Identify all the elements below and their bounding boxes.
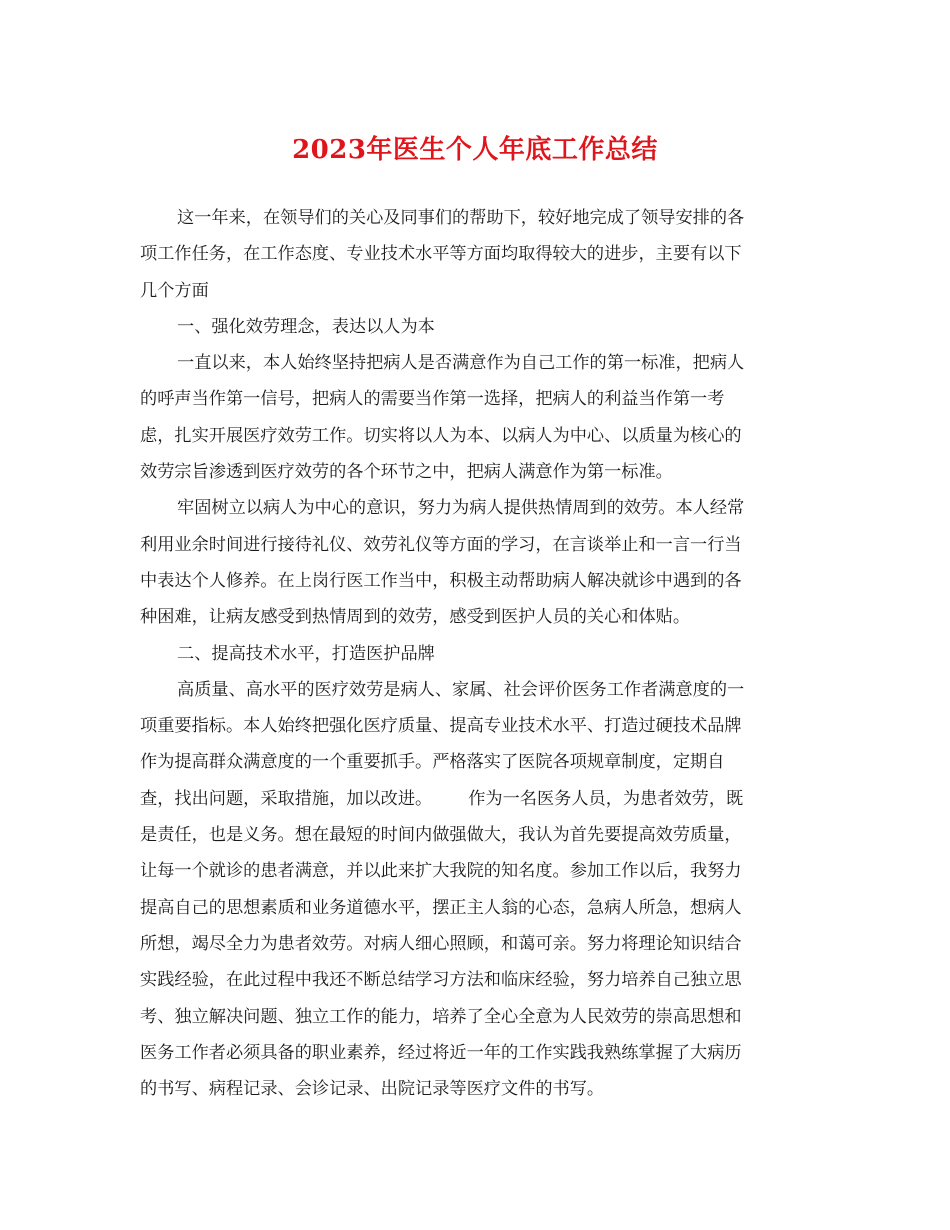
document-body [140,200,808,1107]
text-segment: 作为一名医务人员，为患者效劳，既 [468,788,744,809]
text-line: 项重要指标。本人始终把强化医疗质量、提高专业技术水平、打造过硬技术品牌 [140,716,742,737]
text-line: 利用业余时间进行接待礼仪、效劳礼仪等方面的学习，在言谈举止和一言一行当 [140,534,742,555]
text-line: 所想，竭尽全力为患者效劳。对病人细心照顾，和蔼可亲。努力将理论知识结合 [140,933,742,954]
text-segment: 查，找出问题，采取措施，加以改进。 [140,788,433,809]
section-heading: 二、提高技术水平，打造医护品牌 [177,643,435,664]
text-line: 几个方面 [140,280,209,301]
text-line: 一直以来，本人始终坚持把病人是否满意作为自己工作的第一标准，把病人 [177,353,745,374]
text-line: 医务工作者必须具备的职业素养，经过将近一年的工作实践我熟练掌握了大病历 [140,1042,742,1063]
text-line: 考、独立解决问题、独立工作的能力，培养了全心全意为人民效劳的崇高思想和 [140,1006,742,1027]
document-title: 2023年医生个人年底工作总结 [292,135,658,165]
text-line: 高质量、高水平的医疗效劳是病人、家属、社会评价医务工作者满意度的一 [177,679,745,700]
text-line: 作为提高群众满意度的一个重要抓手。严格落实了医院各项规章制度，定期自 [140,752,725,773]
text-line: 提高自己的思想素质和业务道德水平，摆正主人翁的心态，急病人所急，想病人 [140,897,742,918]
text-line: 种困难，让病友感受到热情周到的效劳，感受到医护人员的关心和体贴。 [140,607,691,628]
section-heading: 一、强化效劳理念，表达以人为本 [177,316,435,337]
text-line: 让每一个就诊的患者满意，并以此来扩大我院的知名度。参加工作以后，我努力 [140,861,742,882]
text-line: 虑，扎实开展医疗效劳工作。切实将以人为本、以病人为中心、以质量为核心的 [140,425,742,446]
text-line: 这一年来，在领导们的关心及同事们的帮助下，较好地完成了领导安排的各 [177,208,745,228]
text-line: 的呼声当作第一信号，把病人的需要当作第一选择，把病人的利益当作第一考 [140,389,725,410]
text-line: 的书写、病程记录、会诊记录、出院记录等医疗文件的书写。 [140,1079,605,1100]
text-line: 牢固树立以病人为中心的意识，努力为病人提供热情周到的效劳。本人经常 [177,498,745,519]
text-line [140,781,808,817]
text-line: 实践经验，在此过程中我还不断总结学习方法和临床经验，努力培养自己独立思 [140,970,742,991]
text-line: 项工作任务，在工作态度、专业技术水平等方面均取得较大的进步，主要有以下 [140,244,742,265]
text-line: 效劳宗旨渗透到医疗效劳的各个环节之中，把病人满意作为第一标准。 [140,462,673,483]
text-line: 中表达个人修养。在上岗行医工作当中，积极主动帮助病人解决就诊中遇到的各 [140,570,742,591]
text-line: 是责任，也是义务。想在最短的时间内做强做大，我认为首先要提高效劳质量， [140,825,742,846]
